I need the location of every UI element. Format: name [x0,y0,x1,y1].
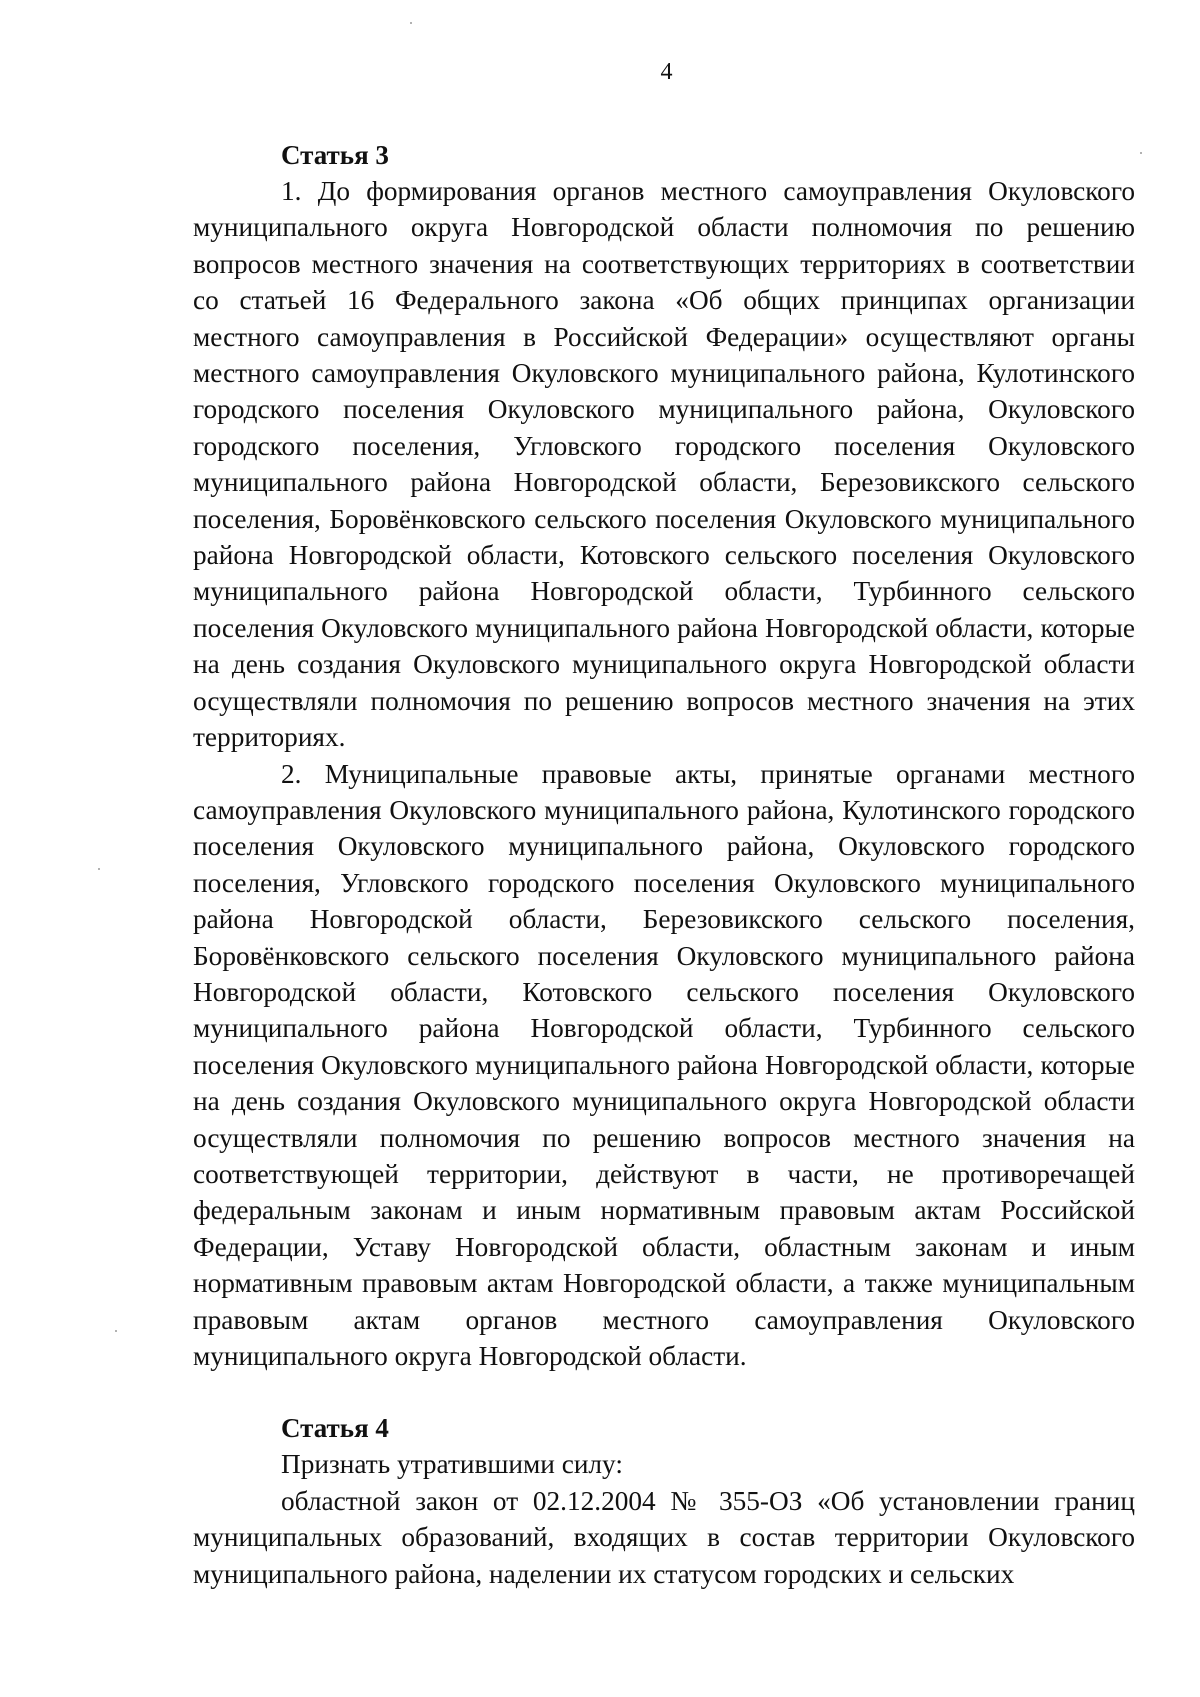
article-3-paragraph-1: 1. До формирования органов местного самоуправления Окуловского муниципального округа Новгородской области полномочия по решению вопросов местного значения на соответствующих территориях в соответствии со статьей 16 Федерального закона «Об общих принципах организации местного самоуправления в Российской Федерации» осуществляют органы местного самоуправления Окуловского муниципального района, Кулотинского городского поселения Окуловского муниципального района, Окуловского городского поселения, Угловского городского поселения Окуловского муниципального района Новгородской области, Березовикского сельского поселения, Боровёнковского сельского поселения Окуловского муниципального района Новгородской области, Котовского сельского поселения Окуловского муниципального района Новгородской области, Турбинного сельского поселения Окуловского муниципального района Новгородской области, которые на день создания Окуловского муниципального округа Новгородской области осуществляли полномочия по решению вопросов местного значения на этих территориях. [193,176,1135,753]
article-4 [193,1410,1135,1592]
article-3 [193,137,1135,1374]
page-number: 4 [660,59,673,85]
document-body [193,137,1135,1592]
article-4-title: Статья 4 [281,1413,389,1444]
scan-speck [115,1330,117,1332]
article-3-title: Статья 3 [281,140,389,170]
scan-speck [98,868,100,870]
article-4-paragraph-2: областной закон от 02.12.2004 № 355-ОЗ «Об установлении границ муниципальных образований, входящих в состав территории Окуловского муниципального района, наделении их статусом городских и сельских [193,1485,1135,1589]
scan-speck [410,22,412,24]
scan-speck [1140,152,1142,154]
article-3-paragraph-2: 2. Муниципальные правовые акты, принятые органами местного самоуправления Окуловского муниципального района, Кулотинского городского поселения Окуловского муниципального района, Окуловского городского поселения, Угловского городского поселения Окуловского муниципального района Новгородской области, Березовикского сельского поселения, Боровёнковского сельского поселения Окуловского муниципального района Новгородской области, Котовского сельского поселения Окуловского муниципального района Новгородской области, Турбинного сельского поселения Окуловского муниципального района Новгородской области, которые на день создания Окуловского муниципального округа Новгородской области осуществляли полномочия по решению вопросов местного значения на соответствующей территории, действуют в части, не противоречащей федеральным законам и иным нормативным правовым актам Российской Федерации, Уставу Новгородской области, областным законам и иным нормативным правовым актам Новгородской области, а также муниципальным правовым актам органов местного самоуправления Окуловского муниципального округа Новгородской области. [193,758,1135,1371]
section-spacer [193,1374,1135,1410]
article-4-paragraph-1: Признать утратившими силу: [281,1449,623,1480]
